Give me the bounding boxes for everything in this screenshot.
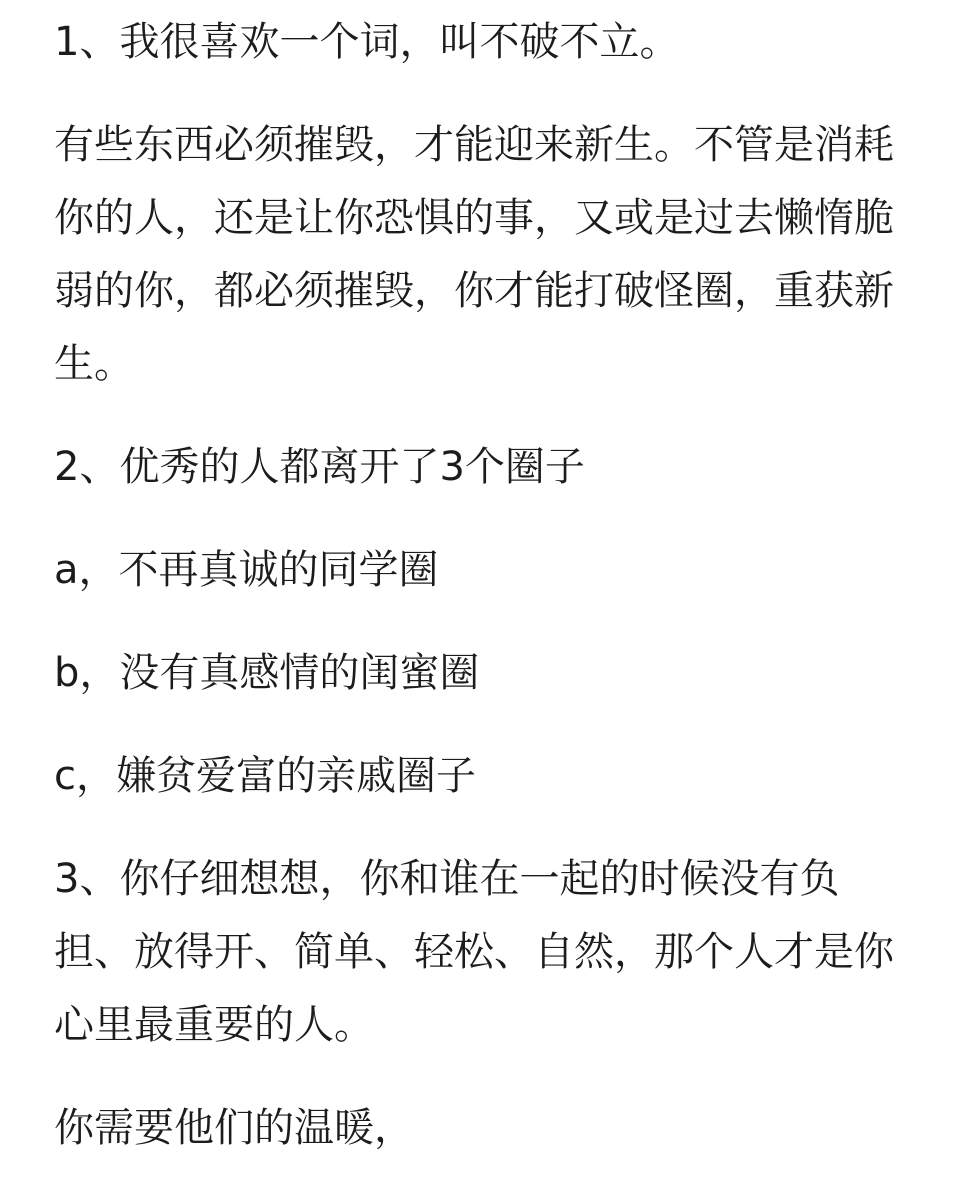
paragraph-8: 你需要他们的温暖，	[54, 1105, 414, 1151]
paragraph-3: 2、优秀的人都离开了3个圈子	[54, 444, 585, 490]
paragraph-1: 1、我很喜欢一个词，叫不破不立。	[54, 19, 680, 65]
paragraph-6: c，嫌贫爱富的亲戚圈子	[54, 753, 476, 799]
article-body	[54, 6, 934, 1195]
paragraph-2: 有些东西必须摧毁，才能迎来新生。不管是消耗 你的人，还是让你恐惧的事，又或是过去懒惰脆 弱的你，都必须摧毁，你才能打破怪圈，重获新 生。	[54, 122, 894, 387]
paragraph-7: 3、你仔细想想，你和谁在一起的时候没有负 担、放得开、简单、轻松、自然，那个人才是你 心里最重要的人。	[54, 856, 894, 1048]
paragraph-5: b，没有真感情的闺蜜圈	[54, 650, 480, 696]
paragraph-4: a，不再真诚的同学圈	[54, 547, 439, 593]
